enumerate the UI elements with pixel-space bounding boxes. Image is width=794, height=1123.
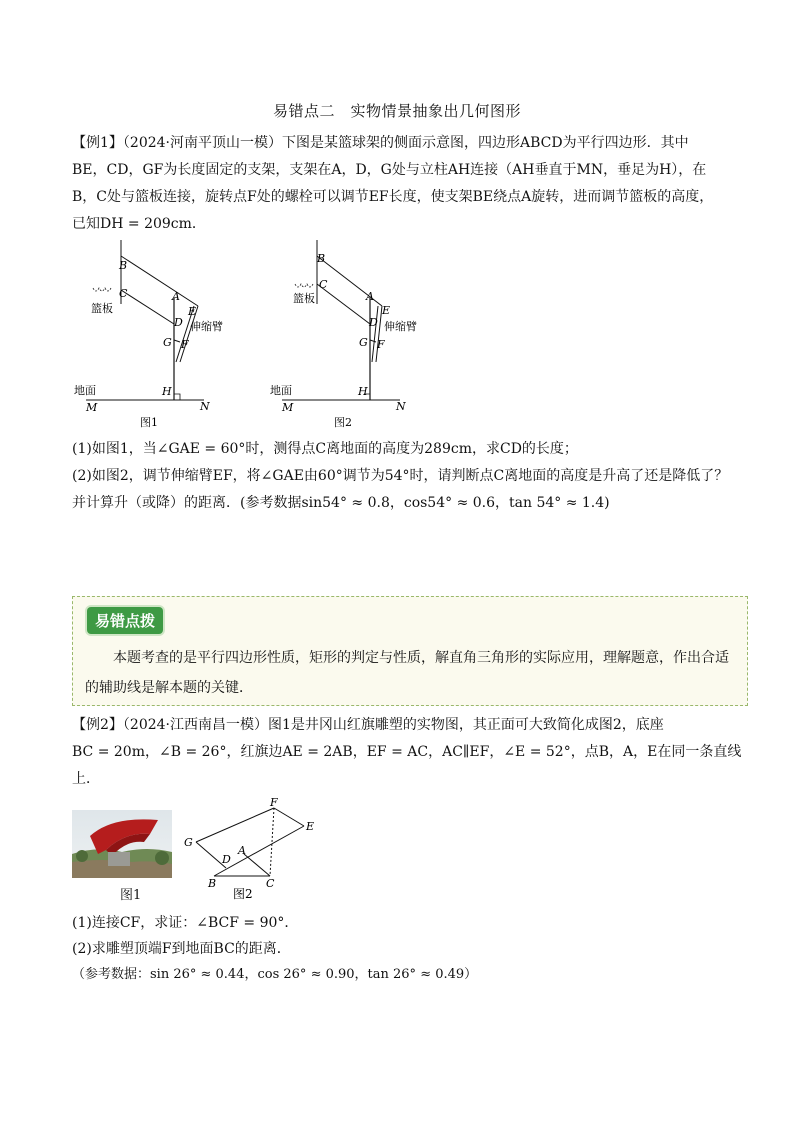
- arm-label: 伸缩臂: [384, 320, 417, 333]
- label-d: D: [369, 316, 378, 329]
- support-be: [121, 256, 198, 306]
- error-tip-box: [72, 596, 748, 706]
- example2-questions: [72, 910, 734, 988]
- example1-line: 已知DH = 209cm．: [72, 216, 206, 232]
- support-gf: [174, 340, 180, 342]
- figure-caption: 图2: [233, 887, 253, 900]
- example2-statement: [72, 712, 742, 793]
- label-g: G: [184, 836, 193, 849]
- line-be: [214, 826, 304, 876]
- label-m: M: [282, 401, 294, 414]
- sculpture-geometry-figure: [178, 796, 328, 900]
- line-fe: [274, 808, 304, 826]
- question-2-continued: 并计算升（或降）的距离．(参考数据sin54° ≈ 0.8，cos54° ≈ 0.6，tan 54° ≈ 1.4): [72, 495, 610, 511]
- label-f: F: [181, 338, 189, 351]
- question-1: (1)如图1，当∠GAE = 60°时，测得点C离地面的高度为289cm，求CD的长度；: [72, 441, 578, 457]
- label-a: A: [238, 844, 246, 857]
- tip-text: [85, 643, 737, 703]
- label-g: G: [163, 336, 172, 349]
- sculpture-photo-image: [72, 810, 172, 878]
- label-c: C: [266, 877, 275, 890]
- label-f: F: [270, 796, 278, 809]
- arm-label: 伸缩臂: [190, 320, 223, 333]
- label-d: D: [174, 316, 183, 329]
- tip-line: 本题考查的是平行四边形性质，矩形的判定与性质，解直角三角形的实际应用，理解题意，作出合适: [113, 650, 729, 666]
- ground-label: 地面: [270, 384, 292, 397]
- hoop-net-shape: [93, 288, 111, 291]
- photo-caption: 图1: [120, 888, 142, 903]
- right-angle-mark: [174, 394, 180, 400]
- question-2: (2)求雕塑顶端F到地面BC的距离．: [72, 941, 291, 957]
- example2-line: 上．: [72, 771, 100, 787]
- label-h: H: [162, 385, 172, 398]
- example1-statement: [72, 130, 734, 238]
- support-gf: [370, 340, 376, 342]
- example2-line: BC = 20m，∠B = 26°，红旗边AE = 2AB，EF = AC，AC∥EF，∠E = 52°，点B，A，E在同一条直线: [72, 744, 742, 760]
- label-g: G: [359, 336, 368, 349]
- label-b: B: [317, 252, 326, 265]
- line-cf-dashed: [270, 808, 274, 876]
- figure-caption: 图1: [140, 416, 158, 429]
- question-2: (2)如图2，调节伸缩臂EF，将∠GAE由60°调节为54°时，请判断点C离地面的高度是升高了还是降低了？: [72, 468, 729, 484]
- label-a: A: [366, 290, 374, 303]
- basketball-stand-figure-2: [262, 240, 422, 435]
- label-a: A: [172, 290, 180, 303]
- label-c: C: [319, 278, 328, 291]
- ground-label: 地面: [74, 384, 96, 397]
- question-1: (1)连接CF，求证：∠BCF = 90°．: [72, 915, 299, 931]
- sculpture-photo: [72, 810, 172, 878]
- label-e: E: [306, 820, 315, 833]
- backboard-label: 篮板: [293, 292, 315, 305]
- label-h: H: [358, 385, 368, 398]
- support-cd: [121, 290, 174, 324]
- label-b: B: [208, 877, 217, 890]
- label-d: D: [222, 853, 231, 866]
- example1-line: 【例1】（2024·河南平顶山一模）下图是某篮球架的侧面示意图，四边形ABCD为平行四边形．其中: [72, 135, 689, 151]
- label-n: N: [396, 400, 406, 413]
- label-b: B: [119, 259, 128, 272]
- figure-caption: 图2: [334, 416, 352, 429]
- example1-line: B，C处与篮板连接，旋转点F处的螺栓可以调节EF长度，使支架BE绕点A旋转，进而调节篮板的高度，: [72, 189, 714, 205]
- label-c: C: [119, 287, 128, 300]
- backboard-label: 篮板: [91, 302, 113, 315]
- hoop-net-shape: [295, 284, 313, 287]
- line-gf: [196, 808, 274, 842]
- example2-line: 【例2】（2024·江西南昌一模）图1是井冈山红旗雕塑的实物图，其正面可大致简化成图2，底座: [72, 717, 664, 733]
- label-e: E: [382, 304, 391, 317]
- example1-line: BE，CD，GF为长度固定的支架，支架在A，D，G处与立柱AH连接（AH垂直于MN，垂足为H），在: [72, 162, 707, 178]
- example1-questions: [72, 436, 734, 517]
- section-title: 易错点二 实物情景抽象出几何图形: [272, 102, 521, 120]
- tip-line: 的辅助线是解本题的关键．: [85, 680, 253, 696]
- label-n: N: [200, 400, 210, 413]
- line-ac: [244, 854, 270, 876]
- label-m: M: [86, 401, 98, 414]
- basketball-stand-figure-1: [66, 240, 226, 435]
- reference-data: （参考数据：sin 26° ≈ 0.44，cos 26° ≈ 0.90，tan 26° ≈ 0.49）: [72, 967, 478, 982]
- label-e: E: [188, 305, 197, 318]
- tip-badge: 易错点拨: [87, 607, 163, 634]
- label-f: F: [377, 338, 385, 351]
